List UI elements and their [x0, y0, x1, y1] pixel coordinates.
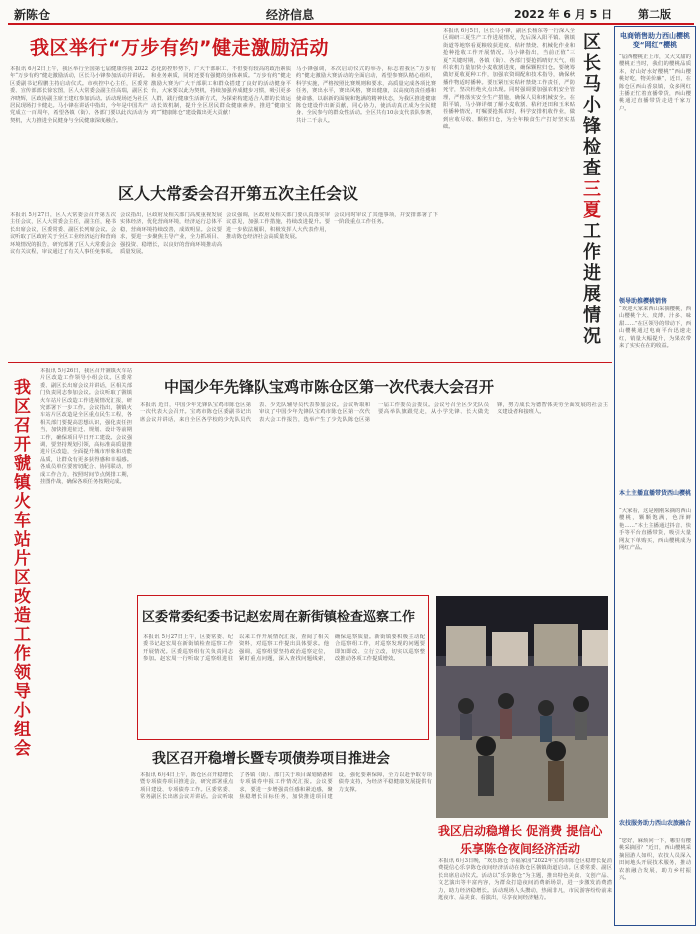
sidebar-text4: “您好，麻烦问一下，哪里有樱桃采摘园？”近日，西山樱桃采摘园游人如织，农技人员深入田间地头开展技术服务，推动农旅融合发展，助力乡村振兴。 — [619, 838, 691, 882]
page-number: 第二版 — [638, 8, 671, 21]
headline-a7: 我区召开稳增长暨专项债券项目推进会 — [152, 751, 390, 767]
sidebar-text2: “欢迎大家来西山采摘樱桃，西山樱桃个大、皮薄、汁多、味甜……”在区领导的带动下，西山樱桃通过电商平台迅速走红，销量大幅提升，为果农带来了实实在在的收益。 — [619, 306, 691, 350]
headline-a8-line2: 乐享陈仓夜间经济活动 — [460, 842, 581, 856]
a2-text: 本报讯 6月5日，区长马小锋，副区长杨东等一行深入全区调研三夏生产工作进展情况，先后深入阳平镇、虢镇街道等地察看夏粮收获进度、秸秆禁烧、机械化作业和抢种抢收工作开展情况。马小锋指出，当前正值“三夏”关键时期，各镇（街）、各部门要抢抓晴好天气，组织农机力量加快小麦收割进度，确保颗粒归仓。要统筹做好夏收夏种工作，加强农资调配和技术指导，确保秋播作物适时播种。要压紧压实秸秆禁烧工作责任，严防死守，坚决杜绝火点出现。同时强调要加强农机安全管理，严格落实安全生产措施，确保人员和机械安全。在阳平镇，马小锋详细了解小麦收割、秸秆还田和玉米贴茬播种情况，叮嘱要抢抓农时，科学安排机收作业，做到应收尽收、颗粒归仓，为全年粮食生产打好坚实基础。 — [443, 28, 575, 131]
a1-col1: 本报讯 6月2日上午，我区举行全国第七届健康你我 2022 年“万步有约”健走激励活动，区长马小锋参加活动并讲话。区委副书记程鹏主持启动仪式。市疾控中心主任，区委常委、宣传部部长徐宏图，区人大常委会副主任高瑞，副区长齐晓辉，区政协副主席王建红参加活动。活动现场还为社区居民现场打卡健走。马小锋在讲话中指出，今年是中国共产党成立一百周年，希望各镇（街）、各部门要以此次活动为契机，大力推进全民健身与全民健康深度融合。 — [10, 66, 148, 124]
a6-text: 本报讯 5月27日上午，区委常委、纪委书记赵宏周在新街镇检查巡察工作开展情况。区委巡察组有关负责同志参加。赵宏周一行听取了巡察组进驻以来工作开展情况汇报，查阅了相关资料，对巡察工作提出具体要求。他强调，巡察组要坚持政治巡察定位，紧盯重点问题，深入查找问题线索，确保巡察质量。新街镇要积极主动配合巡察组工作，对巡察发现的问题要即知即改、立行立改，切实以巡察整改推动各项工作提质增效。 — [143, 634, 425, 663]
night-market-photo — [436, 596, 608, 818]
a3-text2: 会议指出，区政府及相关部门高度重视发展实体经济，优化营商环境，经济运行总体平稳，营商环境持续改善，成效明显。会议要求，要进一步聚焦主导产业，全力抓项目、强投资、稳增长，以良好的营商环境推动高质量发展。 — [120, 212, 222, 256]
a3-text4: 会议同时审议了其他事项，并安排部署了下一阶段重点工作任务。 — [334, 212, 438, 226]
a5-text: 本报讯 5月26日，我区召开虢镇火车站片区改造工作领导小组会议。区委常委、副区长出席会议并讲话，区相关部门负责同志参加会议。会议听取了虢镇火车站片区改造工作进展情况汇报，研究部署下一步工作。会议指出，虢镇火车站片区改造是全区重点民生工程，各相关部门要提高思想认识，强化责任担当，加快推进征迁、规划、设计等前期工作，确保项目早日开工建设。会议强调，要坚持规划引领，高标准高质量推进片区改造，全面提升城市形象和功能品质，让群众有更多获得感和幸福感。各成员单位要密切配合、协同联动，形成工作合力，按照时间节点倒排工期，挂图作战，确保各项任务按期完成。 — [40, 368, 132, 486]
section-name: 经济信息 — [266, 8, 315, 22]
a1-col2: 态化防控形势下，广大干部职工、不但要有较高的政治素质和业务素质，同时还要有强健的身体素质。“万步有约”健走激励大赛为广大干部职工和群众搭建了良好的活动健身平台，大家要以此为契机，持续加强养成健步习惯，吸引更多人群，践行健康生活新方式，为探索构建适合人群的长效运动长效机制，提升全区居民群众健康素养，推进“健康宝鸡”“健康陈仓”建设做出更大贡献！ — [151, 66, 291, 117]
rule-mid — [8, 362, 612, 363]
sidebar-sub1: 领导助推樱桃销售 — [619, 298, 668, 305]
a1-col3: 马小锋强调，本次启动仪式的举办，标志着我区“万步有约”健走激励大赛活动的全面启动，希望参赛队精心组织，科学实施，严格按照比赛规则和要求，高质量完成各项比赛任务，赛出水平，赛出风格，赛出健康，以高度的责任感和使命感，以崭新的面貌和饱满的精神状态，为我区推进健康陈仓建设作出新贡献，同心协力，使活动真正成为全民健身、全民参与的群众性活动。全区共有10余支代表队参赛，共计二千余人。 — [296, 66, 436, 124]
a7-text: 本报讯 6月4日上午，陈仓区召开稳增长暨专项债券项目推进会，研究部署重点项目建设、专项债券工作。区委常委、常务副区长出席会议并讲话。会议听取了各镇（街）、部门关于项目谋划储备和专项债券申报工作情况汇报。会议要求，要进一步增强责任感和紧迫感，聚焦稳增长目标任务，加快推进项目建设，强化要素保障，全力以赴争取专项债券支持，为经济平稳健康发展提供有力支撑。 — [140, 772, 432, 801]
headline-a3: 区人大常委会召开第五次主任会议 — [118, 184, 359, 203]
sidebar-title: 电商销售助力西山樱桃变“网红”樱桃 — [620, 32, 690, 49]
header-rule — [8, 23, 694, 25]
night-market-illustration — [436, 596, 608, 818]
headline-a6: 区委常委纪委书记赵宏周在新街镇检查巡察工作 — [142, 610, 416, 625]
headline-a8-line1: 我区启动稳增长 促消费 提信心 — [438, 824, 603, 838]
a4-text: 本报讯 近日，中国少年先锋队宝鸡市陈仓区第一次代表大会召开。宝鸡市陈仓区委副书记出席会议并讲话，来自全区各学校的少先队员代表、少先队辅导员代表参加会议。会议听取和审议了中国少年先锋队宝鸡市陈仓区第一次代表大会工作报告，选举产生了少先队陈仓区第一届工作委员会委员。会议号召全区少先队员要高举队旗跟党走，从小学先锋、长大做先锋，努力成长为德智体美劳全面发展的社会主义建设者和接班人。 — [140, 402, 608, 423]
sidebar-text3: “大家看，这是刚刚采摘的西山樱桃，颗颗饱满，色泽鲜艳……”本土主播通过抖音、快手等平台直播带货，吸引大量网友下单购买，西山樱桃成为网红产品。 — [619, 508, 691, 552]
sidebar-sub2: 本土主播直播带货西山樱桃 — [619, 490, 692, 497]
masthead: 新陈仓 — [14, 8, 51, 22]
headline-a5: 我区召开虢镇火车站片区改造工作领导小组会 — [10, 378, 30, 758]
sidebar-text1: “届西樱桃正上市，又大又甜的樱桃正当时，我们的樱桃品质本，好山好水好樱桃”“西山樱桃好吃，物美价廉”，近日，在陈仓区西山香泉镇，众多网红主播正忙着直播带货，西山樱桃通过直播带货走进千家万户。 — [619, 54, 691, 112]
headline-a1: 我区举行“万步有约”健走激励活动 — [30, 37, 329, 59]
page-header — [14, 6, 694, 22]
issue-date: 2022 年 6 月 5 日 — [514, 8, 613, 21]
headline-a4: 中国少年先锋队宝鸡市陈仓区第一次代表大会召开 — [164, 378, 495, 396]
headline-a2-highlight: 三夏 — [580, 179, 601, 221]
sidebar-sub3: 农技服务助力西山农旅融合 — [619, 820, 692, 827]
a3-text3: 会议强调，区政府及相关部门要认真落实审议意见，加强工作措施，持续改进提升。要进一步依法履职，积极发挥人大代表作用，推动陈仓经济社会高质量发展。 — [226, 212, 330, 241]
headline-a2: 区长马小锋检查三夏工作进展情况 — [580, 32, 601, 347]
a8-text: 本报讯 6月3日晚，“欢乐陈仓 幸福家园”2022年宝鸡市陈仓区稳增长促消费提信心乐享陈仓夜间经济活动在陈仓区虢镇街道启动。区委常委、副区长出席启动仪式。活动以“乐享陈仓”为主题，推出特色美食、文创产品、文艺演出等丰富内容，为群众打造夜间消费新场景，进一步激发消费潜力，助力经济稳增长。活动现场人头攒动，热闹非凡，市民游客纷纷前来逛夜市、品美食、看演出，尽享夜间经济魅力。 — [438, 858, 612, 902]
a3-text1: 本报讯 5月27日，区人大常委会召开第五次主任会议，区人大常委会主任，副主任，秘书长出席会议，区委常委、副区长列席会议。会议听取了区政府关于全区工业经济运行和营商环境情况的报告，研究部署了区人大常委会会议有关议程，审议通过了有关人事任免事项。 — [10, 212, 116, 256]
